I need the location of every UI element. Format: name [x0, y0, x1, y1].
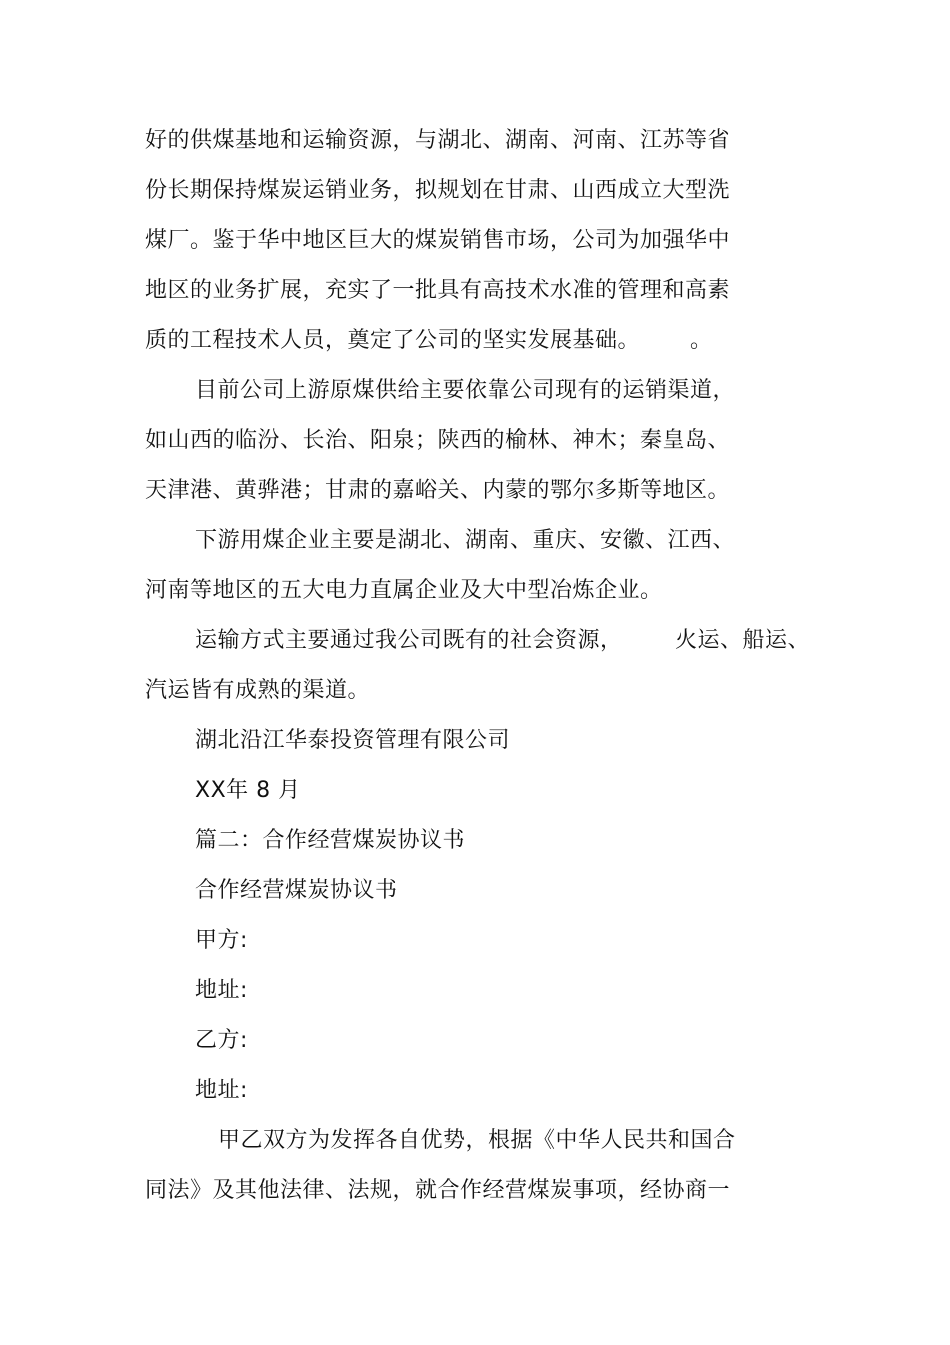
paragraph-line: 汽运皆有成熟的渠道。: [145, 678, 371, 703]
date-line: XX年 8 月: [195, 778, 301, 803]
trailing-period: 。: [690, 328, 713, 353]
paragraph-line: 煤厂。鉴于华中地区巨大的煤炭销售市场，公司为加强华中: [145, 228, 731, 253]
company-name: 湖北沿江华泰投资管理有限公司: [195, 728, 511, 753]
paragraph-line: 地区的业务扩展，充实了一批具有高技术水准的管理和高素: [145, 278, 731, 303]
paragraph-line: 同法》及其他法律、法规，就合作经营煤炭事项，经协商一: [145, 1178, 731, 1203]
paragraph-line-continuation: 火运、船运、: [675, 628, 811, 653]
paragraph-line: 好的供煤基地和运输资源，与湖北、湖南、河南、江苏等省: [145, 128, 731, 153]
paragraph-line: 如山西的临汾、长治、阳泉；陕西的榆林、神木；秦皇岛、: [145, 428, 731, 453]
party-b-label: 乙方:: [195, 1028, 248, 1053]
section-heading: 篇二：合作经营煤炭协议书: [195, 828, 466, 853]
paragraph-line: 甲乙双方为发挥各自优势，根据《中华人民共和国合: [218, 1128, 736, 1153]
paragraph-line: 运输方式主要通过我公司既有的社会资源，: [195, 628, 623, 653]
party-a-address-label: 地址:: [195, 978, 248, 1003]
agreement-title: 合作经营煤炭协议书: [195, 878, 398, 903]
paragraph-line: 质的工程技术人员，奠定了公司的坚实发展基础。: [145, 328, 641, 353]
paragraph-line: 下游用煤企业主要是湖北、湖南、重庆、安徽、江西、: [195, 528, 736, 553]
paragraph-line: 份长期保持煤炭运销业务，拟规划在甘肃、山西成立大型洗: [145, 178, 731, 203]
paragraph-line: 目前公司上游原煤供给主要依靠公司现有的运销渠道，: [195, 378, 736, 403]
party-a-label: 甲方:: [195, 928, 248, 953]
party-b-address-label: 地址:: [195, 1078, 248, 1103]
paragraph-line: 河南等地区的五大电力直属企业及大中型冶炼企业。: [145, 578, 663, 603]
paragraph-line: 天津港、黄骅港；甘肃的嘉峪关、内蒙的鄂尔多斯等地区。: [145, 478, 731, 503]
